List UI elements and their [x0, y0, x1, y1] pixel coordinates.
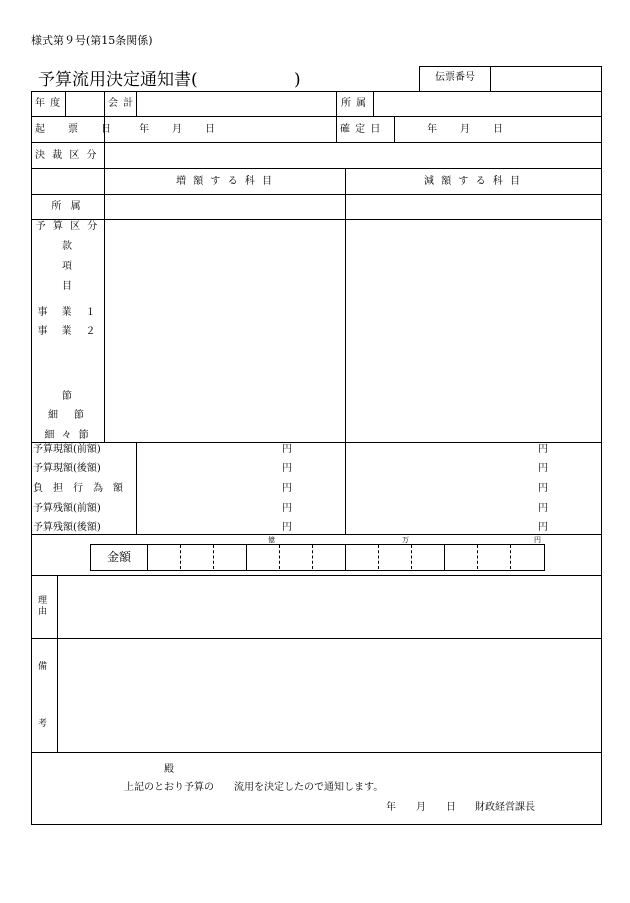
oku-unit: 億 [268, 536, 275, 544]
amount-row-label: 予算現額(後額) [33, 463, 101, 474]
approval-label: 決 裁 区 分 [35, 150, 99, 161]
slip-number-field[interactable] [491, 67, 600, 90]
remarks-label-top: 備 [38, 662, 49, 672]
increase-department-field[interactable] [105, 195, 345, 219]
accounting-field[interactable] [137, 92, 336, 116]
decrease-yen-unit: 円 [538, 483, 549, 494]
addressee-suffix: 殿 [164, 764, 175, 775]
confirm-date-label: 確 定 日 [340, 124, 382, 135]
reason-label: 理 由 [38, 596, 49, 617]
increase-yen-unit: 円 [282, 444, 293, 455]
draft-date-label: 起 票 日 [35, 124, 112, 135]
form-number: 様式第９号(第15条関係) [31, 34, 153, 47]
en-unit: 円 [534, 536, 541, 544]
issuer: 財政経営課長 [475, 802, 535, 813]
department-field[interactable] [374, 92, 600, 116]
approval-field[interactable] [105, 143, 600, 168]
decrease-yen-unit: 円 [538, 522, 549, 533]
increase-column-header: 増 額 す る 科 目 [176, 176, 274, 187]
increase-yen-unit: 円 [282, 503, 293, 514]
amount-row-label: 予算現額(前額) [33, 444, 101, 455]
slip-number-label: 伝票番号 [435, 72, 475, 83]
item-department-label: 所 属 [51, 201, 84, 212]
decrease-column-header: 減 額 す る 科 目 [424, 176, 522, 187]
saisaisetsu-label: 細 々 節 [44, 430, 91, 441]
decrease-items-area[interactable] [346, 220, 600, 442]
decrease-yen-unit: 円 [538, 463, 549, 474]
remarks-label-bottom: 考 [38, 719, 49, 729]
decrease-yen-unit: 円 [538, 444, 549, 455]
project2-label: 事 業 ２ [37, 326, 98, 337]
decrease-yen-unit: 円 [538, 503, 549, 514]
notice-text: 上記のとおり予算の 流用を決定したので通知します。 [124, 782, 384, 793]
confirm-date-field[interactable]: 年 月 日 [427, 124, 504, 135]
amount-row-label: 予算残額(前額) [33, 503, 101, 514]
man-unit: 万 [402, 536, 409, 544]
form-title-close: ) [294, 70, 302, 90]
fiscal-year-label: 年 度 [35, 98, 62, 109]
budget-category-label: 予 算 区 分 [35, 221, 100, 232]
reason-field[interactable] [58, 576, 600, 638]
project1-label: 事 業 １ [37, 307, 98, 318]
issue-date: 年 月 日 [386, 802, 456, 813]
amount-row-label: 負 担 行 為 額 [33, 483, 123, 494]
amount-label: 金額 [106, 550, 131, 564]
form-title: 予算流用決定通知書( [38, 70, 198, 90]
kou-label: 項 [62, 261, 73, 272]
kan-label: 款 [62, 241, 73, 252]
moku-label: 目 [62, 281, 73, 292]
remarks-field[interactable] [58, 639, 600, 752]
increase-items-area[interactable] [105, 220, 345, 442]
saisetsu-label: 細 節 [48, 410, 87, 421]
increase-yen-unit: 円 [282, 463, 293, 474]
increase-yen-unit: 円 [282, 522, 293, 533]
amount-row-label: 予算残額(後額) [33, 522, 101, 533]
accounting-label: 会 計 [108, 98, 135, 109]
setsu-label: 節 [62, 391, 73, 402]
department-label: 所 属 [341, 98, 368, 109]
decrease-department-field[interactable] [346, 195, 600, 219]
fiscal-year-field[interactable] [66, 92, 104, 116]
increase-yen-unit: 円 [282, 483, 293, 494]
draft-date-field[interactable]: 年 月 日 [139, 124, 216, 135]
